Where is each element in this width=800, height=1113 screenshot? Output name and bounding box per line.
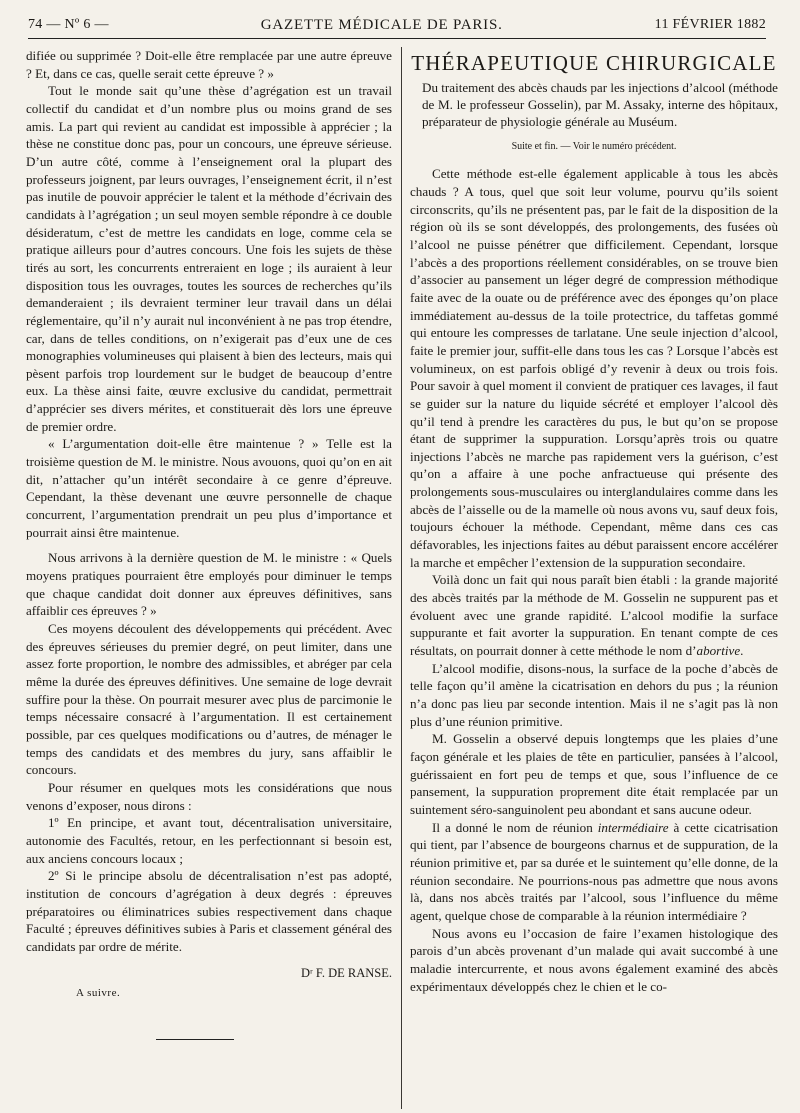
paragraph: Tout le monde sait qu’une thèse d’agrégation est un travail collectif du candidat et d’un nombre plus ou moins grand de ses amis. La part qui revient au candidat est impossible à apprécier ; la thèse ne constitue donc pas, pour un concours, une épreuve sérieuse. D’un autre côté, comme à l’enseignement oral la plupart des professeurs joignent, par leurs ouvrages, l’enseignement écrit, il n’est pas inutile de pouvoir apprécier le talent et la méthode d’écrivain des candidats à l’agrégation ; un seul moyen semble répondre à ce double désideratum, c’est de mettre les candidats en loge, comme cela se pratique ailleurs pour d’autres concours. Une fois les sujets de thèse tirés au sort, les concurrents entreraient en loge ; ils auraient à leur disposition tous les ouvrages, toutes les sources de recherches qu’ils demanderaient ; ils devraient terminer leur travail dans un délai réglementaire, qu’il n’y aurait nul inconvénient à ne pas trop étendre, car, dans de telles conditions, on n’exigerait pas d’eux une de ces monographies volumineuses qui plaisent à bien des lecteurs, mais qui pèsent parfois trop lourdement sur le budget de beaucoup d’entre eux. La thèse ainsi faite, œuvre exclusive du candidat, permettrait d’apprécier ses divers mérites, et constituerait dès lors une épreuve de premier ordre. xyxy=(26,83,392,434)
italic-term: intermédiaire xyxy=(597,819,669,835)
paragraph: Pour résumer en quelques mots les considérations que nous venons d’exposer, nous dirons : xyxy=(26,779,392,813)
left-column xyxy=(26,47,392,1109)
section-heading: THÉRAPEUTIQUE CHIRURGICALE xyxy=(411,51,777,75)
paragraph: Nous arrivons à la dernière question de M. le ministre : « Quels moyens pratiques pourraient être employés pour diminuer le temps que chaque candidat doit donner aux épreuves définitives, sans affaiblir ces épreuves ? » xyxy=(26,550,392,619)
paragraph: Ces moyens découlent des développements qui précédent. Avec des épreuves sérieuses du premier degré, on peut limiter, dans une assez forte proportion, le nombre des admissibles, et abréger par cela même la durée des épreuves définitives. Une semaine de loge devrait suffire pour la thèse. On pourrait mesurer avec plus de parcimonie le temps nécessaire consacré à l’argumentation. Il est certainement possible, par ces quelques modifications ou d’autres, de ménager le temps des candidats et des membres du jury, sans affaiblir le concours. xyxy=(26,621,392,778)
right-column xyxy=(410,47,778,1109)
paragraph: Voilà donc un fait qui nous paraît bien établi : la grande majorité des abcès traités par la méthode de M. Gosselin ne suppurent pas et évoluent avec une grande rapidité. L’alcool modifie la surface suppurante et fait avorter la suppuration. En tenant compte de ces résultats, on pourrait donner à cette méthode le nom d’abortive. xyxy=(410,572,778,659)
issue-date: 11 FÉVRIER 1882 xyxy=(654,17,766,32)
continuation-note: Suite et fin. — Voir le numéro précédent. xyxy=(511,140,677,152)
paragraph: Cette méthode est-elle également applicable à tous les abcès chauds ? A tous, quel que soit leur volume, pourvu qu’ils soient circonscrits, qu’ils ne présentent pas, par le fait de la disposition de la région où ils se sont développés, des prolongements, des fusées où l’alcool ne puisse pénétrer que difficilement. Cependant, lorsque l’abcès a des proportions réellement considérables, on se trouve bien d’associer au pansement un léger degré de compression méthodique faite avec de la ouate ou de préférence avec des éponges qu’on place immédiatement au-dessus de la toile protectrice, du taffetas gommé qui entoure les compresses de tarlatane. Une seule injection d’alcool, faite le premier jour, suffit-elle dans tous les cas ? Lorsque l’abcès est volumineux, on est parfois obligé d’y revenir à deux ou trois fois. Pour savoir à quel moment il convient de pratiquer ces lavages, il faut se guider sur la nature du liquide sécrété et employer l’alcool dès qu’il tend à prendre les caractères du pus, le but qu’on se propose étant de supprimer la suppuration. Lorsqu’après trois ou quatre injections l’abcès ne marche pas rapidement vers la guérison, c’est qu’on a affaire à une poche anfractueuse qui présente des prolongements sous-musculaires ou interglandulaires comme dans les abcès de l’aisselle ou de la mamelle où nous avons vu, sauf deux fois, toujours échouer la méthode. Cependant, même dans ces cas défavorables, les injections faites au début paraissent encore accélérer la marche et empêcher l’extension de la suppuration secondaire. xyxy=(410,166,778,570)
italic-term: abortive xyxy=(696,643,741,659)
article-title: Du traitement des abcès chauds par les injections d’alcool (méthode de M. le professeur Gosselin), par M. Assaky, interne des hôpitaux, préparateur de physiologie générale au Muséum. xyxy=(422,79,778,129)
page-header xyxy=(28,12,766,39)
journal-title: GAZETTE MÉDICALE DE PARIS. xyxy=(260,16,503,33)
paragraph: L’alcool modifie, disons-nous, la surface de la poche d’abcès de telle façon qu’il amène la cicatrisation en dehors du pus ; la réunion n’a donc pas lieu par seconde intention. Mais il ne s’agit pas là non plus d’une réunion primitive. xyxy=(410,660,778,729)
paragraph: M. Gosselin a observé depuis longtemps que les plaies d’une façon générale et les plaies de tête en particulier, pansées à l’alcool, guérissaient en fort peu de temps et que, sous l’influence de ce pansement, la suppuration proprement dite était remplacée par un suintement séro-sanguinolent peu abondant et sans aucune odeur. xyxy=(410,731,778,817)
paragraph: Nous avons eu l’occasion de faire l’examen histologique des parois d’un abcès provenant d’un malade qui avait succombé à une maladie intercurrente, et nous avons également examiné des abcès expérimentaux développés chez le chien et le co- xyxy=(410,925,778,994)
column-divider xyxy=(401,47,402,1109)
paragraph: 1º En principe, et avant tout, décentralisation universitaire, autonomie des Facultés, retour, en les perfectionnant si besoin est, aux anciens concours locaux ; xyxy=(26,815,392,866)
to-be-continued: A suivre. xyxy=(76,987,121,1000)
author-signature: Dʳ F. DE RANSE. xyxy=(301,966,392,981)
end-rule xyxy=(156,1039,234,1040)
paragraph: Il a donné le nom de réunion intermédiaire à cette cicatrisation qui tient, par l’absence de bourgeons charnus et de suppuration, de la réunion primitive et, par sa durée et le suintement qu’elle donne, de la réunion secondaire. Ne pourrions-nous pas admettre que nous avons là, dans nos abcès traités par l’alcool, sous l’influence du même agent, quelque chose de comparable à la réunion intermédiaire ? xyxy=(410,819,778,923)
paragraph: difiée ou supprimée ? Doit-elle être remplacée par une autre épreuve ? Et, dans ce cas, quelle serait cette épreuve ? » xyxy=(26,48,392,81)
paragraph: « L’argumentation doit-elle être maintenue ? » Telle est la troisième question de M. le ministre. Nous avouons, quoi qu’on en ait dit, n’attacher qu’un intérêt secondaire à ce genre d’épreuve. Cependant, la thèse devenant une œuvre personnelle de chaque concurrent, l’argumentation prendrait un peu plus d’importance et pourrait ainsi être maintenue. xyxy=(26,436,392,540)
page-number: 74 — Nº 6 — xyxy=(28,17,109,32)
paragraph: 2º Si le principe absolu de décentralisation n’est pas adopté, institution de concours d’agrégation à deux degrés : épreuves préparatoires ou éliminatrices subies respectivement dans chaque Faculté ; épreuves définitives subies à Paris et classement général des candidats par ordre de mérite. xyxy=(26,868,392,954)
